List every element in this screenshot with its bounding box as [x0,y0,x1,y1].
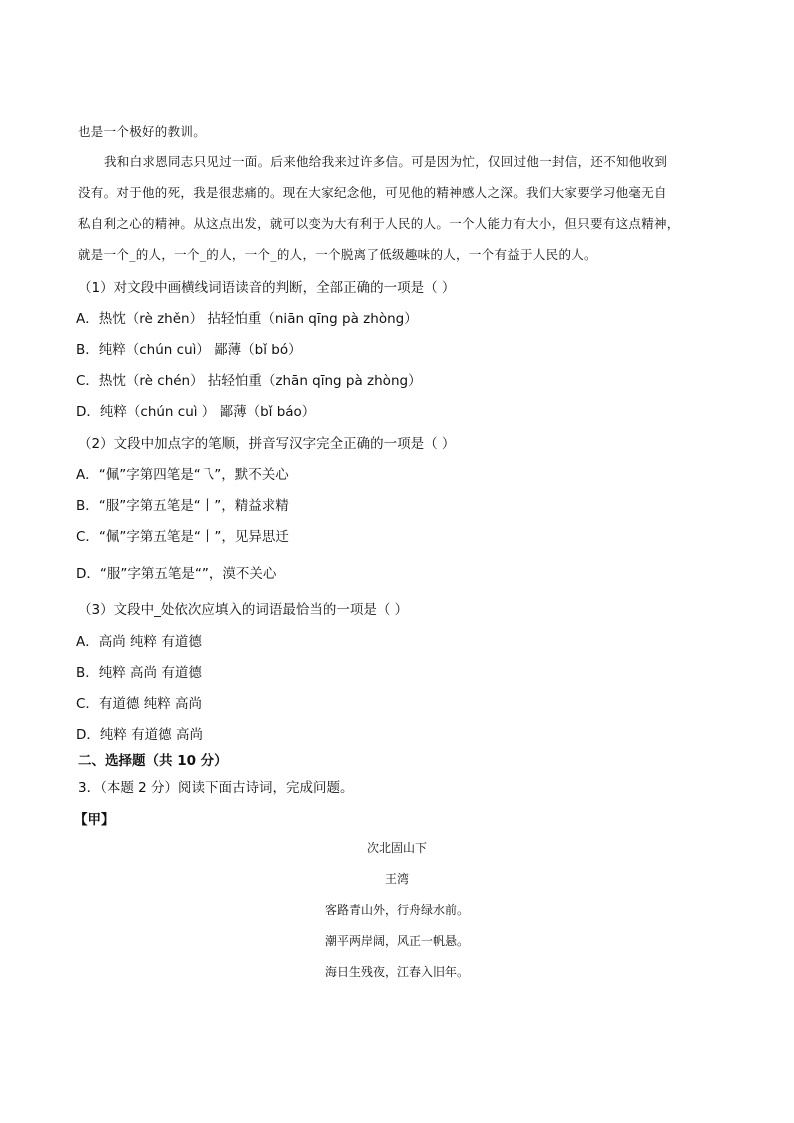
question-3-option-c: C．有道德 纯粹 高尚 [76,696,203,712]
question-2-option-c: C．“佩”字第五笔是“丨”，见异思迁 [76,529,289,545]
question-1-option-d: D．纯粹（chún cuì ） 鄙薄（bǐ báo） [76,404,316,420]
poem-title: 次北固山下 [366,841,427,855]
passage-line-1: 也是一个极好的教训。 [78,124,207,139]
poem-line-2: 潮平两岸阔，风正一帆悬。 [324,934,469,948]
passage-line-3: 没有。对于他的死，我是很悲痛的。现在大家纪念他，可见他的精神感人之深。我们大家要学习他毫无自 [78,185,667,200]
passage-line-4: 私自利之心的精神。从这点出发，就可以变为大有利于人民的人。一个人能力有大小，但只要有这点精神， [78,216,680,231]
question-3-stem: （3）文段中_处依次应填入的词语最恰当的一项是（ ） [78,602,409,618]
section-heading: 二、选择题（共 10 分） [78,753,228,769]
question-2-option-d: D．“服”字第五笔是“”，漠不关心 [76,566,277,582]
question-3-intro: 3．（本题 2 分）阅读下面古诗词，完成问题。 [78,780,354,796]
question-3-option-a: A．高尚 纯粹 有道德 [76,634,202,650]
poem-line-1: 客路青山外，行舟绿水前。 [324,903,469,917]
passage-line-5: 就是一个_的人，一个_的人，一个_的人，一个脱离了低级趣味的人，一个有益于人民的人。 [78,247,597,262]
poem-author: 王湾 [384,872,409,886]
question-3-option-b: B．纯粹 高尚 有道德 [76,665,202,681]
question-1-option-c: C．热忱（rè chén） 拈轻怕重（zhān qīng pà zhòng） [76,373,422,389]
poem-line-3: 海日生残夜，江春入旧年。 [324,965,469,979]
question-1-option-b: B．纯粹（chún cuì） 鄙薄（bǐ bó） [76,342,302,358]
question-2-option-a: A．“佩”字第四笔是“乁”，默不关心 [76,467,289,483]
passage-line-2: 我和白求恩同志只见过一面。后来他给我来过许多信。可是因为忙，仅回过他一封信，还不知他收到 [104,154,668,169]
passage-label-jia: 【甲】 [74,812,115,828]
question-2-option-b: B．“服”字第五笔是“丨”，精益求精 [76,498,289,514]
question-2-stem: （2）文段中加点字的笔顺，拼音写汉字完全正确的一项是（ ） [78,436,456,452]
question-1-stem: （1）对文段中画横线词语读音的判断，全部正确的一项是（ ） [78,280,456,296]
question-1-option-a: A．热忱（rè zhěn） 拈轻怕重（niān qīng pà zhòng） [76,311,418,327]
question-3-option-d: D．纯粹 有道德 高尚 [76,727,203,743]
